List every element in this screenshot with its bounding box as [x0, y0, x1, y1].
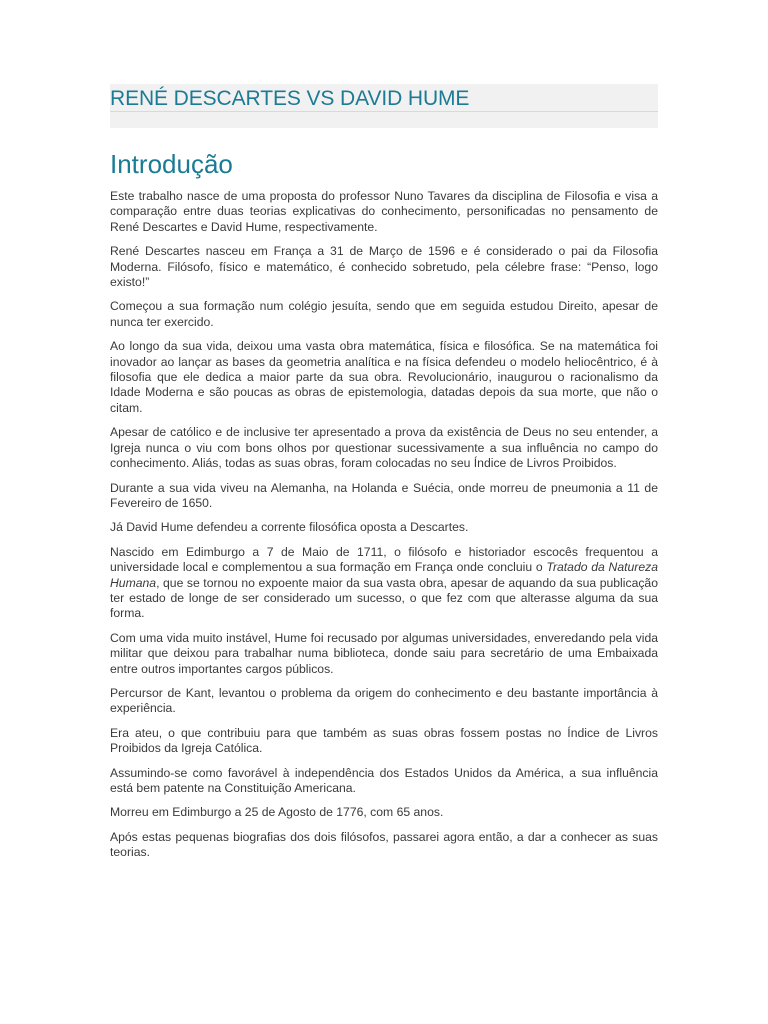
paragraph-8-before: Nascido em Edimburgo a 7 de Maio de 1711, o filósofo e historiador escocês frequentou a universidade local e complementou a sua formação em França onde concluiu o	[110, 544, 658, 575]
paragraph-11: Era ateu, o que contribuiu para que também as suas obras fossem postas no Índice de Livros Proibidos da Igreja Católica.	[110, 725, 658, 756]
document-content	[110, 84, 658, 870]
title-band	[110, 84, 658, 128]
paragraph-4: Ao longo da sua vida, deixou uma vasta obra matemática, física e filosófica. Se na matemática foi inovador ao lançar as bases da geometria analítica e na física defendeu o modelo heliocêntrico, é à filosofia que ele dedica a maior parte da sua obra. Revolucionário, inaugurou o racionalismo da Idade Moderna e são poucas as obras de epistemologia, datadas depois da sua morte, que não o citam.	[110, 339, 658, 415]
paragraph-7: Já David Hume defendeu a corrente filosófica oposta a Descartes.	[110, 520, 469, 535]
paragraph-13: Morreu em Edimburgo a 25 de Agosto de 1776, com 65 anos.	[110, 805, 444, 820]
paragraph-12: Assumindo-se como favorável à independência dos Estados Unidos da América, a sua influência está bem patente na Constituição Americana.	[110, 765, 658, 795]
book-title-tratado: Tratado da Natureza Humana	[110, 560, 658, 590]
paragraph-9: Com uma vida muito instável, Hume foi recusado por algumas universidades, enveredando pela vida militar que deixou para trabalhar numa biblioteca, donde saiu para secretário de uma Embaixada entre outros importantes cargos públicos.	[110, 630, 658, 676]
body-text	[110, 189, 658, 861]
document-title: RENÉ DESCARTES VS DAVID HUME	[110, 87, 470, 110]
paragraph-14: Após estas pequenas biografias dos dois filósofos, passarei agora então, a dar a conhecer as suas teorias.	[110, 829, 658, 860]
paragraph-2: René Descartes nasceu em França a 31 de Março de 1596 e é considerado o pai da Filosofia Moderna. Filósofo, físico e matemático, é conhecido sobretudo, pela célebre frase: “Penso, logo existo!”	[110, 244, 658, 290]
paragraph-1: Este trabalho nasce de uma proposta do professor Nuno Tavares da disciplina de Filosofia e visa a comparação entre duas teorias explicativas do conhecimento, personificadas no pensamento de René Descartes e David Hume, respectivamente.	[110, 189, 658, 234]
paragraph-8-after: , que se tornou no expoente maior da sua vasta obra, apesar de aquando da sua publicação ter estado de longe de ser considerado um sucesso, o que fez com que alterasse alguma da sua forma.	[110, 575, 658, 621]
paragraph-3: Começou a sua formação num colégio jesuíta, sendo que em seguida estudou Direito, apesar de nunca ter exercido.	[110, 299, 658, 329]
paragraph-6: Durante a sua vida viveu na Alemanha, na Holanda e Suécia, onde morreu de pneumonia a 11 de Fevereiro de 1650.	[110, 480, 658, 510]
paragraph-5: Apesar de católico e de inclusive ter apresentado a prova da existência de Deus no seu entender, a Igreja nunca o viu com bons olhos por questionar sucessivamente a sua influência no campo do conhecimento. Aliás, todas as suas obras, foram colocadas no seu Índice de Livros Proibidos.	[110, 425, 658, 471]
section-heading-introducao: Introdução	[110, 149, 233, 179]
paragraph-10: Percursor de Kant, levantou o problema da origem do conhecimento e deu bastante importância à experiência.	[110, 685, 658, 716]
paragraph-8	[110, 545, 658, 622]
title-divider	[110, 111, 658, 112]
